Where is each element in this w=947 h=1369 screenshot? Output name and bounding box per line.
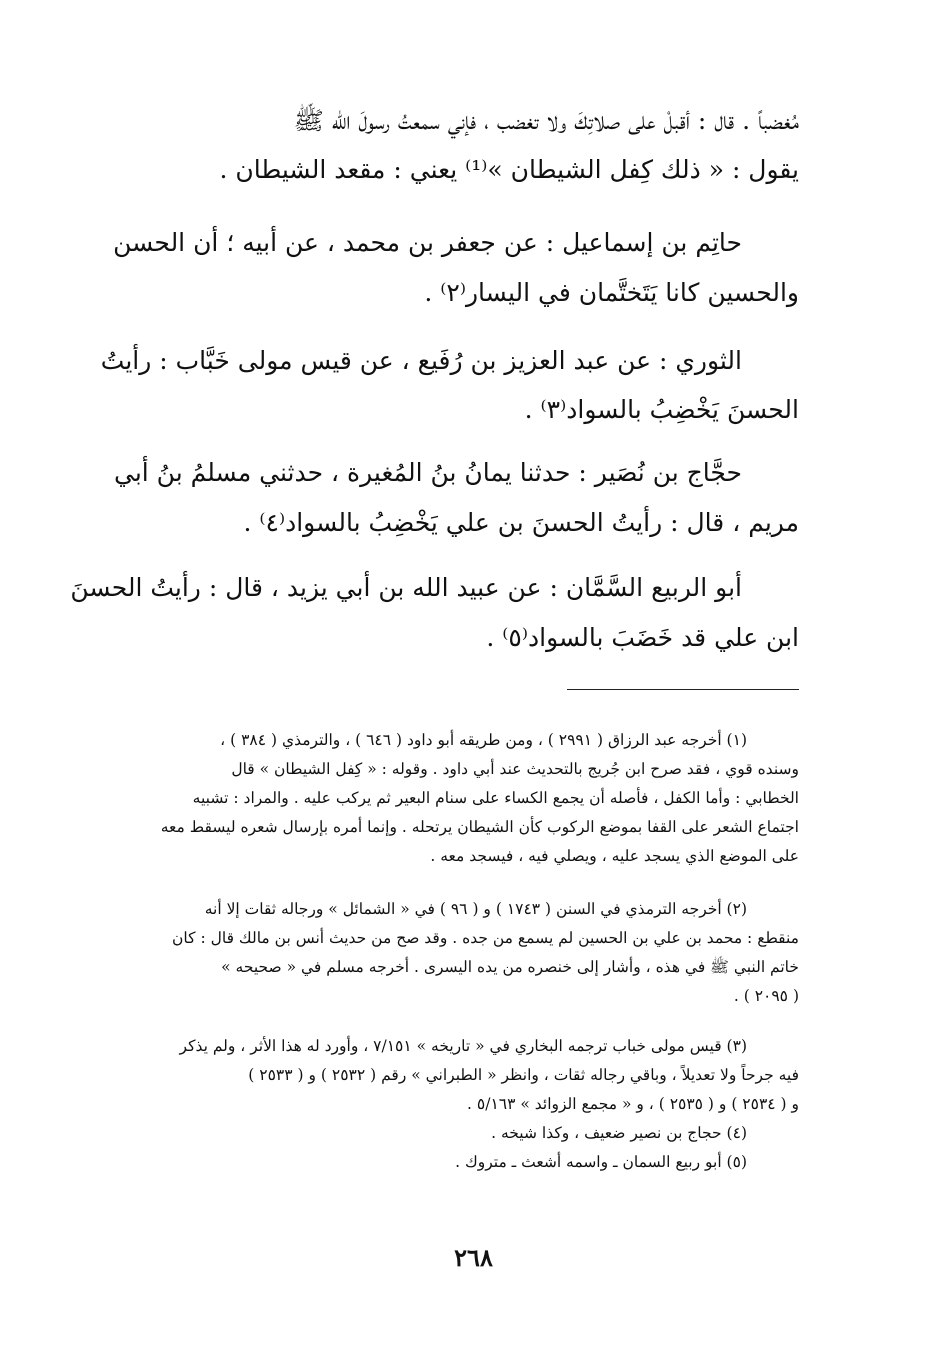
footnote-line-12: و ( ٢٥٣٤ ) و ( ٢٥٣٥ ) ، و « مجمع الزوائد » ٥/١٦٣ . <box>467 1095 799 1113</box>
main-text-line-8: مريم ، قال : رأيتُ الحسنَ بن علي يَخْضِبُ بالسواد⁽٤⁾ . <box>243 508 799 537</box>
main-text-line-6: الحسنَ يَخْضِبُ بالسواد⁽٣⁾ . <box>524 395 799 424</box>
footnote-line-10: (٣) قيس مولى خباب ترجمه البخاري في « تاريخه » ٧/١٥١ ، وأورد له هذا الأثر ، ولم يذكر <box>179 1037 747 1055</box>
footnote-line-1: (١) أخرجه عبد الرزاق ( ٢٩٩١ ) ، ومن طريقه أبو داود ( ٦٤٦ ) ، والترمذي ( ٣٨٤ ) ، <box>220 731 747 749</box>
footnote-line-5: على الموضع الذي يسجد عليه ، ويصلي فيه ، فيسجد معه . <box>430 847 799 865</box>
main-text-line-7: حجَّاج بن نُصَير : حدثنا يمانُ بنُ المُغيرة ، حدثني مسلمُ بنُ أبي <box>113 458 742 487</box>
page-number: ٢٦٨ <box>454 1243 493 1272</box>
main-text-line-2: يقول : « ذلك كِفل الشيطان »⁽¹⁾ يعني : مقعد الشيطان . <box>219 155 799 184</box>
main-text-line-9: أبو الربيع السَّمَّان : عن عبيد الله بن أبي يزيد ، قال : رأيتُ الحسنَ <box>70 573 742 602</box>
main-text-line-3: حاتِم بن إسماعيل : عن جعفر بن محمد ، عن أبيه ؛ أن الحسن <box>113 228 742 257</box>
main-text-line-1: مُغضباً . قال : أقبلْ على صلاتِكَ ولا تغضب ، فإني سمعتُ رسولَ الله ﷺ <box>293 106 799 135</box>
footnote-separator <box>567 689 799 690</box>
footnote-line-14: (٥) أبو ربيع السمان ـ واسمه أشعث ـ متروك . <box>455 1153 747 1171</box>
footnote-line-4: اجتماع الشعر على القفا بموضع الركوب كأن الشيطان يرتحله . وإنما أمره بإرسال شعره ليسقط معه <box>160 818 799 836</box>
main-text-line-10: ابن علي قد خَضَبَ بالسواد⁽٥⁾ . <box>486 623 799 652</box>
main-text-line-5: الثوري : عن عبد العزيز بن رُفَيع ، عن قيس مولى خَبَّاب : رأيتُ <box>100 346 742 375</box>
footnote-line-6: (٢) أخرجه الترمذي في السنن ( ١٧٤٣ ) و ( ٩٦ ) في « الشمائل » ورجاله ثقات إلا أنه <box>204 900 747 918</box>
footnote-line-8: خاتم النبي ﷺ في هذه ، وأشار إلى خنصره من يده اليسرى . أخرجه مسلم في « صحيحه » <box>221 958 799 976</box>
footnote-line-11: فيه جرحاً ولا تعديلاً ، وباقي رجاله ثقات ، وانظر « الطبراني » رقم ( ٢٥٣٢ ) و ( ٢٥٣٣ ) <box>248 1066 799 1084</box>
footnote-line-2: وسنده قوي ، فقد صرح ابن جُريج بالتحديث عند أبي داود . وقوله : « كِفل الشيطان » قال <box>231 760 799 778</box>
footnote-line-7: منقطع : محمد بن علي بن الحسين لم يسمع من جده . وقد صح من حديث أنس بن مالك قال : كان <box>172 929 799 947</box>
footnote-line-3: الخطابي : وأما الكفل ، فأصله أن يجمع الكساء على سنام البعير ثم يركب عليه . والمراد : تشبيه <box>192 789 799 807</box>
footnote-line-9: ( ٢٠٩٥ ) . <box>733 987 799 1005</box>
main-text-line-4: والحسين كانا يَتَختَّمان في اليسار⁽٢⁾ . <box>424 278 799 307</box>
footnote-line-13: (٤) حجاج بن نصير ضعيف ، وكذا شيخه . <box>491 1124 747 1142</box>
